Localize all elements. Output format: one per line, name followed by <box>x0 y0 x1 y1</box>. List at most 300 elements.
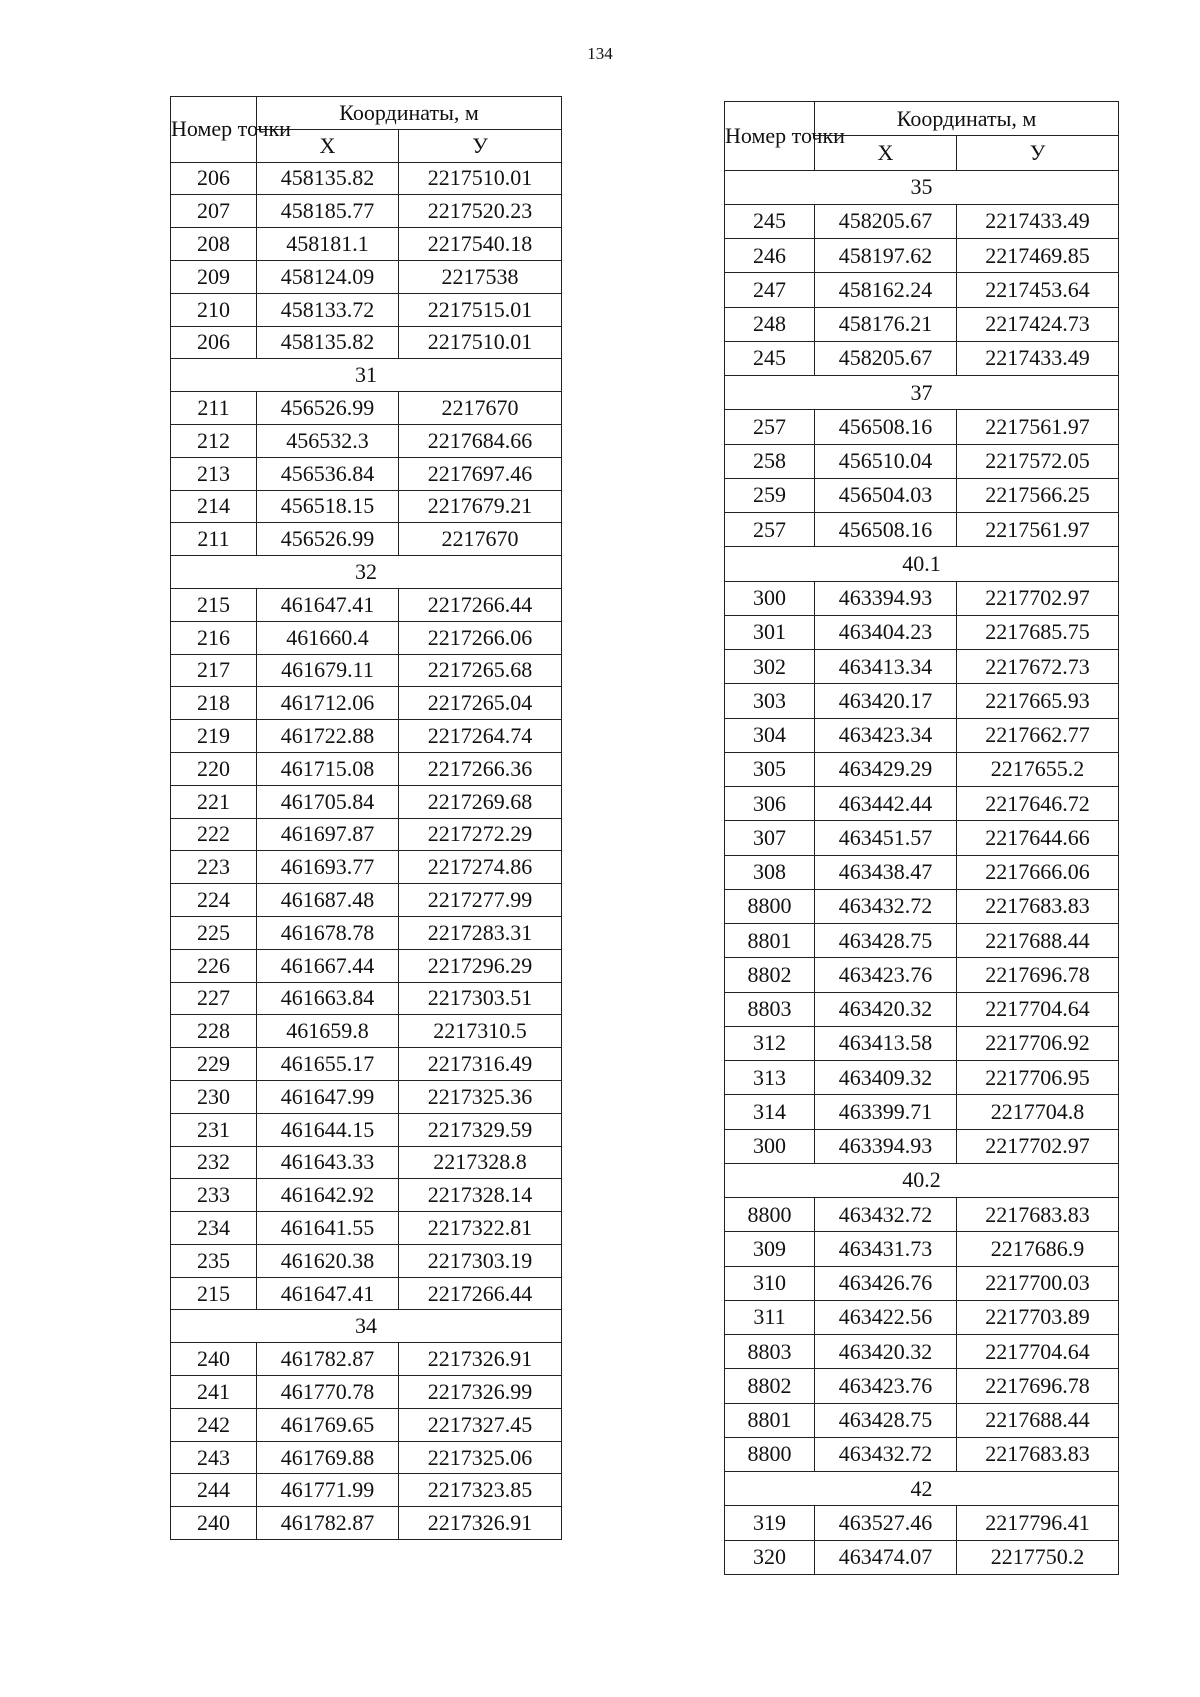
table-row <box>171 326 562 359</box>
x-coordinate-cell: 458135.82 <box>257 326 399 359</box>
point-number-cell: 8802 <box>725 958 815 992</box>
point-number-cell: 230 <box>171 1080 257 1113</box>
y-coordinate-cell: 2217540.18 <box>399 228 562 261</box>
y-column-header: У <box>957 136 1119 170</box>
table-row <box>171 1408 562 1441</box>
point-number-cell: 235 <box>171 1244 257 1277</box>
point-number-cell: 211 <box>171 392 257 425</box>
table-row <box>171 818 562 851</box>
x-coordinate-cell: 458181.1 <box>257 228 399 261</box>
x-coordinate-cell: 461663.84 <box>257 982 399 1015</box>
point-number-cell: 309 <box>725 1232 815 1266</box>
table-row <box>725 239 1119 273</box>
y-coordinate-cell: 2217469.85 <box>957 239 1119 273</box>
point-number-cell: 243 <box>171 1441 257 1474</box>
point-number-cell: 209 <box>171 260 257 293</box>
y-coordinate-cell: 2217702.97 <box>957 1129 1119 1163</box>
point-number-cell: 244 <box>171 1474 257 1507</box>
y-coordinate-cell: 2217510.01 <box>399 326 562 359</box>
table-row <box>171 752 562 785</box>
x-coordinate-cell: 456508.16 <box>815 410 957 444</box>
point-number-cell: 226 <box>171 949 257 982</box>
section-label: 35 <box>725 170 1119 204</box>
point-number-cell: 259 <box>725 478 815 512</box>
point-number-cell: 8801 <box>725 1403 815 1437</box>
y-coordinate-cell: 2217688.44 <box>957 924 1119 958</box>
y-coordinate-cell: 2217515.01 <box>399 293 562 326</box>
table-row <box>171 523 562 556</box>
x-coordinate-cell: 461770.78 <box>257 1376 399 1409</box>
y-coordinate-cell: 2217696.78 <box>957 1369 1119 1403</box>
y-coordinate-cell: 2217265.04 <box>399 687 562 720</box>
x-coordinate-cell: 456504.03 <box>815 478 957 512</box>
point-number-cell: 234 <box>171 1212 257 1245</box>
point-number-cell: 247 <box>725 273 815 307</box>
y-coordinate-cell: 2217703.89 <box>957 1300 1119 1334</box>
point-number-cell: 240 <box>171 1343 257 1376</box>
point-number-cell: 8800 <box>725 889 815 923</box>
point-number-cell: 300 <box>725 1129 815 1163</box>
table-row <box>725 341 1119 375</box>
x-coordinate-cell: 461655.17 <box>257 1048 399 1081</box>
x-coordinate-cell: 463438.47 <box>815 855 957 889</box>
y-coordinate-cell: 2217702.97 <box>957 581 1119 615</box>
table-row <box>725 1335 1119 1369</box>
x-coordinate-cell: 458135.82 <box>257 162 399 195</box>
x-coordinate-cell: 461769.65 <box>257 1408 399 1441</box>
x-coordinate-cell: 456526.99 <box>257 523 399 556</box>
x-coordinate-cell: 456532.3 <box>257 424 399 457</box>
table-row <box>725 752 1119 786</box>
x-coordinate-cell: 463399.71 <box>815 1095 957 1129</box>
x-coordinate-cell: 461660.4 <box>257 621 399 654</box>
point-number-cell: 232 <box>171 1146 257 1179</box>
table-row <box>725 307 1119 341</box>
y-coordinate-cell: 2217266.06 <box>399 621 562 654</box>
table-row <box>725 718 1119 752</box>
y-coordinate-cell: 2217561.97 <box>957 410 1119 444</box>
point-number-cell: 8800 <box>725 1198 815 1232</box>
table-row <box>171 228 562 261</box>
point-number-cell: 216 <box>171 621 257 654</box>
y-coordinate-cell: 2217706.95 <box>957 1061 1119 1095</box>
y-coordinate-cell: 2217750.2 <box>957 1540 1119 1574</box>
point-number-cell: 8800 <box>725 1437 815 1471</box>
section-label: 31 <box>171 359 562 392</box>
y-coordinate-cell: 2217520.23 <box>399 195 562 228</box>
point-number-cell: 208 <box>171 228 257 261</box>
y-coordinate-cell: 2217433.49 <box>957 204 1119 238</box>
x-coordinate-cell: 463420.32 <box>815 992 957 1026</box>
coordinates-header: Координаты, м <box>815 102 1119 136</box>
point-number-cell: 219 <box>171 720 257 753</box>
point-number-cell: 306 <box>725 787 815 821</box>
y-coordinate-cell: 2217303.51 <box>399 982 562 1015</box>
y-coordinate-cell: 2217688.44 <box>957 1403 1119 1437</box>
coordinates-table-right <box>724 101 1119 1575</box>
table-row <box>725 478 1119 512</box>
y-coordinate-cell: 2217277.99 <box>399 884 562 917</box>
table-row <box>725 444 1119 478</box>
table-row <box>171 1277 562 1310</box>
point-number-cell: 240 <box>171 1507 257 1540</box>
x-coordinate-cell: 461712.06 <box>257 687 399 720</box>
point-number-cell: 223 <box>171 851 257 884</box>
y-coordinate-cell: 2217538 <box>399 260 562 293</box>
point-number-cell: 314 <box>725 1095 815 1129</box>
x-coordinate-cell: 463432.72 <box>815 889 957 923</box>
y-coordinate-cell: 2217683.83 <box>957 1198 1119 1232</box>
y-coordinate-cell: 2217696.78 <box>957 958 1119 992</box>
table-row <box>171 687 562 720</box>
point-number-cell: 305 <box>725 752 815 786</box>
y-column-header: У <box>399 129 562 162</box>
table-row <box>171 654 562 687</box>
point-number-cell: 233 <box>171 1179 257 1212</box>
table-row <box>725 787 1119 821</box>
y-coordinate-cell: 2217424.73 <box>957 307 1119 341</box>
point-number-cell: 206 <box>171 162 257 195</box>
table-row <box>725 513 1119 547</box>
y-coordinate-cell: 2217679.21 <box>399 490 562 523</box>
point-number-header: Номер точки <box>725 102 815 171</box>
section-label: 34 <box>171 1310 562 1343</box>
x-coordinate-cell: 461620.38 <box>257 1244 399 1277</box>
x-coordinate-cell: 463404.23 <box>815 615 957 649</box>
table-row <box>171 490 562 523</box>
table-row <box>171 1080 562 1113</box>
table-row <box>171 621 562 654</box>
y-coordinate-cell: 2217328.14 <box>399 1179 562 1212</box>
y-coordinate-cell: 2217666.06 <box>957 855 1119 889</box>
x-coordinate-cell: 463428.75 <box>815 1403 957 1437</box>
x-coordinate-cell: 463451.57 <box>815 821 957 855</box>
y-coordinate-cell: 2217433.49 <box>957 341 1119 375</box>
table-row <box>171 1376 562 1409</box>
x-coordinate-cell: 458205.67 <box>815 341 957 375</box>
point-number-cell: 221 <box>171 785 257 818</box>
table-row <box>171 424 562 457</box>
table-row <box>171 293 562 326</box>
y-coordinate-cell: 2217269.68 <box>399 785 562 818</box>
table-row <box>171 982 562 1015</box>
y-coordinate-cell: 2217796.41 <box>957 1506 1119 1540</box>
point-number-cell: 211 <box>171 523 257 556</box>
x-coordinate-cell: 458197.62 <box>815 239 957 273</box>
table-row <box>171 720 562 753</box>
y-coordinate-cell: 2217329.59 <box>399 1113 562 1146</box>
y-coordinate-cell: 2217644.66 <box>957 821 1119 855</box>
point-number-cell: 229 <box>171 1048 257 1081</box>
point-number-cell: 231 <box>171 1113 257 1146</box>
x-coordinate-cell: 461722.88 <box>257 720 399 753</box>
y-coordinate-cell: 2217706.92 <box>957 1026 1119 1060</box>
point-number-cell: 302 <box>725 650 815 684</box>
x-coordinate-cell: 456518.15 <box>257 490 399 523</box>
section-row <box>725 1472 1119 1506</box>
y-coordinate-cell: 2217272.29 <box>399 818 562 851</box>
y-coordinate-cell: 2217646.72 <box>957 787 1119 821</box>
table-row <box>171 851 562 884</box>
table-row <box>171 884 562 917</box>
point-number-cell: 248 <box>725 307 815 341</box>
x-coordinate-cell: 463394.93 <box>815 1129 957 1163</box>
x-coordinate-cell: 461642.92 <box>257 1179 399 1212</box>
x-coordinate-cell: 456510.04 <box>815 444 957 478</box>
x-coordinate-cell: 463394.93 <box>815 581 957 615</box>
y-coordinate-cell: 2217325.36 <box>399 1080 562 1113</box>
x-coordinate-cell: 458162.24 <box>815 273 957 307</box>
coordinates-table-left <box>170 96 562 1540</box>
y-coordinate-cell: 2217561.97 <box>957 513 1119 547</box>
section-row <box>171 556 562 589</box>
y-coordinate-cell: 2217326.99 <box>399 1376 562 1409</box>
y-coordinate-cell: 2217704.8 <box>957 1095 1119 1129</box>
point-number-cell: 217 <box>171 654 257 687</box>
point-number-cell: 257 <box>725 410 815 444</box>
table-row <box>725 1266 1119 1300</box>
point-number-cell: 227 <box>171 982 257 1015</box>
table-row <box>725 581 1119 615</box>
x-column-header: X <box>815 136 957 170</box>
point-number-cell: 308 <box>725 855 815 889</box>
point-number-cell: 213 <box>171 457 257 490</box>
x-coordinate-cell: 463423.34 <box>815 718 957 752</box>
table-row <box>171 1179 562 1212</box>
x-coordinate-cell: 461697.87 <box>257 818 399 851</box>
table-row <box>725 889 1119 923</box>
point-number-cell: 225 <box>171 916 257 949</box>
x-coordinate-cell: 458205.67 <box>815 204 957 238</box>
table-row <box>725 958 1119 992</box>
point-number-cell: 206 <box>171 326 257 359</box>
table-row <box>171 1244 562 1277</box>
table-row <box>725 1232 1119 1266</box>
y-coordinate-cell: 2217296.29 <box>399 949 562 982</box>
point-number-cell: 242 <box>171 1408 257 1441</box>
y-coordinate-cell: 2217303.19 <box>399 1244 562 1277</box>
y-coordinate-cell: 2217283.31 <box>399 916 562 949</box>
y-coordinate-cell: 2217665.93 <box>957 684 1119 718</box>
point-number-cell: 228 <box>171 1015 257 1048</box>
x-coordinate-cell: 461782.87 <box>257 1507 399 1540</box>
section-label: 40.2 <box>725 1163 1119 1197</box>
table-row <box>171 162 562 195</box>
x-coordinate-cell: 461644.15 <box>257 1113 399 1146</box>
table-row <box>725 992 1119 1026</box>
table-row <box>171 1113 562 1146</box>
point-number-cell: 8803 <box>725 1335 815 1369</box>
y-coordinate-cell: 2217704.64 <box>957 1335 1119 1369</box>
y-coordinate-cell: 2217684.66 <box>399 424 562 457</box>
x-coordinate-cell: 463428.75 <box>815 924 957 958</box>
table-row <box>725 924 1119 958</box>
y-coordinate-cell: 2217310.5 <box>399 1015 562 1048</box>
table-row <box>171 1146 562 1179</box>
x-coordinate-cell: 463429.29 <box>815 752 957 786</box>
table-row <box>171 1474 562 1507</box>
point-number-cell: 304 <box>725 718 815 752</box>
table-row <box>171 1048 562 1081</box>
table-row <box>725 1403 1119 1437</box>
y-coordinate-cell: 2217266.44 <box>399 588 562 621</box>
x-coordinate-cell: 463432.72 <box>815 1437 957 1471</box>
point-number-cell: 241 <box>171 1376 257 1409</box>
x-coordinate-cell: 461641.55 <box>257 1212 399 1245</box>
x-coordinate-cell: 461643.33 <box>257 1146 399 1179</box>
y-coordinate-cell: 2217700.03 <box>957 1266 1119 1300</box>
x-coordinate-cell: 461667.44 <box>257 949 399 982</box>
table-row <box>171 1343 562 1376</box>
point-number-cell: 301 <box>725 615 815 649</box>
table-row <box>171 916 562 949</box>
y-coordinate-cell: 2217683.83 <box>957 1437 1119 1471</box>
table-row <box>725 1300 1119 1334</box>
table-row <box>725 650 1119 684</box>
point-number-cell: 310 <box>725 1266 815 1300</box>
point-number-cell: 207 <box>171 195 257 228</box>
x-coordinate-cell: 456508.16 <box>815 513 957 547</box>
y-coordinate-cell: 2217326.91 <box>399 1507 562 1540</box>
point-number-cell: 313 <box>725 1061 815 1095</box>
table-row <box>171 1015 562 1048</box>
y-coordinate-cell: 2217274.86 <box>399 851 562 884</box>
section-label: 37 <box>725 376 1119 410</box>
x-coordinate-cell: 463423.76 <box>815 958 957 992</box>
y-coordinate-cell: 2217685.75 <box>957 615 1119 649</box>
point-number-cell: 300 <box>725 581 815 615</box>
table-row <box>725 1437 1119 1471</box>
table-row <box>725 1095 1119 1129</box>
y-coordinate-cell: 2217683.83 <box>957 889 1119 923</box>
table-row <box>171 949 562 982</box>
table-row <box>725 855 1119 889</box>
x-coordinate-cell: 461705.84 <box>257 785 399 818</box>
x-coordinate-cell: 463413.34 <box>815 650 957 684</box>
table-row <box>725 615 1119 649</box>
section-row <box>725 547 1119 581</box>
point-number-cell: 212 <box>171 424 257 457</box>
x-coordinate-cell: 463420.17 <box>815 684 957 718</box>
table-row <box>725 1198 1119 1232</box>
x-coordinate-cell: 458176.21 <box>815 307 957 341</box>
y-coordinate-cell: 2217328.8 <box>399 1146 562 1179</box>
section-row <box>725 376 1119 410</box>
y-coordinate-cell: 2217704.64 <box>957 992 1119 1026</box>
y-coordinate-cell: 2217265.68 <box>399 654 562 687</box>
x-coordinate-cell: 461782.87 <box>257 1343 399 1376</box>
table-row <box>725 204 1119 238</box>
coordinates-header: Координаты, м <box>257 97 562 130</box>
y-coordinate-cell: 2217323.85 <box>399 1474 562 1507</box>
section-label: 40.1 <box>725 547 1119 581</box>
x-coordinate-cell: 456526.99 <box>257 392 399 425</box>
y-coordinate-cell: 2217672.73 <box>957 650 1119 684</box>
table-row <box>171 392 562 425</box>
table-row <box>725 410 1119 444</box>
point-number-cell: 215 <box>171 1277 257 1310</box>
point-number-cell: 303 <box>725 684 815 718</box>
table-row <box>725 1369 1119 1403</box>
point-number-cell: 224 <box>171 884 257 917</box>
x-coordinate-cell: 461693.77 <box>257 851 399 884</box>
y-coordinate-cell: 2217325.06 <box>399 1441 562 1474</box>
x-coordinate-cell: 461647.41 <box>257 1277 399 1310</box>
x-coordinate-cell: 463442.44 <box>815 787 957 821</box>
point-number-cell: 8802 <box>725 1369 815 1403</box>
point-number-cell: 246 <box>725 239 815 273</box>
x-column-header: X <box>257 129 399 162</box>
x-coordinate-cell: 461678.78 <box>257 916 399 949</box>
y-coordinate-cell: 2217266.44 <box>399 1277 562 1310</box>
table-row <box>171 1441 562 1474</box>
point-number-cell: 210 <box>171 293 257 326</box>
y-coordinate-cell: 2217510.01 <box>399 162 562 195</box>
x-coordinate-cell: 461771.99 <box>257 1474 399 1507</box>
table-row <box>725 684 1119 718</box>
point-number-header: Номер точки <box>171 97 257 163</box>
x-coordinate-cell: 463422.56 <box>815 1300 957 1334</box>
table-row <box>725 273 1119 307</box>
page-number: 134 <box>587 44 613 63</box>
table-row <box>725 1026 1119 1060</box>
table-row <box>171 260 562 293</box>
y-coordinate-cell: 2217264.74 <box>399 720 562 753</box>
point-number-cell: 257 <box>725 513 815 547</box>
table-row <box>171 195 562 228</box>
x-coordinate-cell: 463420.32 <box>815 1335 957 1369</box>
point-number-cell: 215 <box>171 588 257 621</box>
x-coordinate-cell: 463431.73 <box>815 1232 957 1266</box>
x-coordinate-cell: 463527.46 <box>815 1506 957 1540</box>
y-coordinate-cell: 2217326.91 <box>399 1343 562 1376</box>
section-row <box>725 170 1119 204</box>
point-number-cell: 8803 <box>725 992 815 1026</box>
y-coordinate-cell: 2217670 <box>399 523 562 556</box>
section-row <box>171 1310 562 1343</box>
x-coordinate-cell: 458185.77 <box>257 195 399 228</box>
table-row <box>725 821 1119 855</box>
table-row <box>725 1129 1119 1163</box>
point-number-cell: 214 <box>171 490 257 523</box>
y-coordinate-cell: 2217686.9 <box>957 1232 1119 1266</box>
x-coordinate-cell: 463426.76 <box>815 1266 957 1300</box>
x-coordinate-cell: 458124.09 <box>257 260 399 293</box>
x-coordinate-cell: 463432.72 <box>815 1198 957 1232</box>
y-coordinate-cell: 2217655.2 <box>957 752 1119 786</box>
x-coordinate-cell: 461659.8 <box>257 1015 399 1048</box>
x-coordinate-cell: 461679.11 <box>257 654 399 687</box>
section-label: 42 <box>725 1472 1119 1506</box>
point-number-cell: 8801 <box>725 924 815 958</box>
y-coordinate-cell: 2217327.45 <box>399 1408 562 1441</box>
x-coordinate-cell: 463423.76 <box>815 1369 957 1403</box>
point-number-cell: 222 <box>171 818 257 851</box>
x-coordinate-cell: 463474.07 <box>815 1540 957 1574</box>
point-number-cell: 245 <box>725 341 815 375</box>
point-number-cell: 312 <box>725 1026 815 1060</box>
point-number-cell: 220 <box>171 752 257 785</box>
x-coordinate-cell: 461647.99 <box>257 1080 399 1113</box>
table-row <box>171 457 562 490</box>
section-row <box>171 359 562 392</box>
y-coordinate-cell: 2217453.64 <box>957 273 1119 307</box>
point-number-cell: 307 <box>725 821 815 855</box>
point-number-cell: 245 <box>725 204 815 238</box>
y-coordinate-cell: 2217662.77 <box>957 718 1119 752</box>
table-row <box>171 1507 562 1540</box>
x-coordinate-cell: 461647.41 <box>257 588 399 621</box>
